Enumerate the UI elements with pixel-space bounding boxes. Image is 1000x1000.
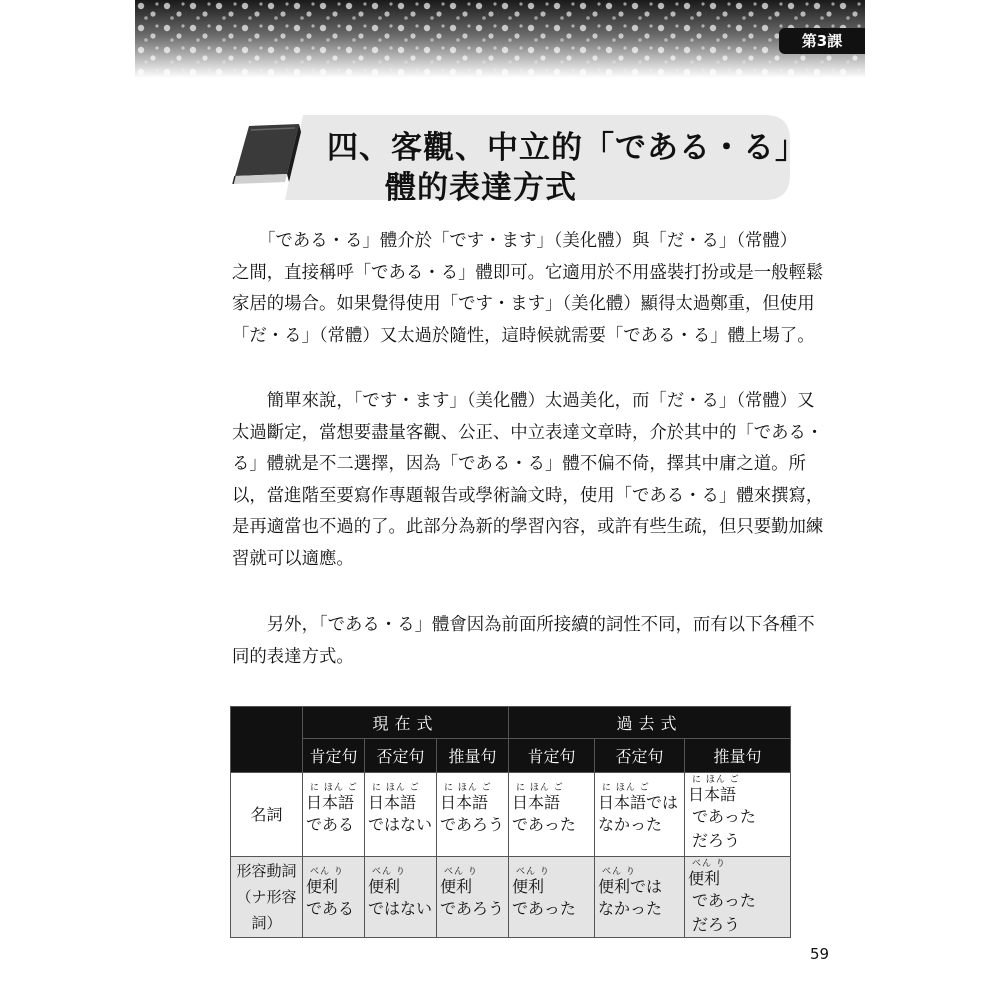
cell-text: だろう	[692, 915, 741, 934]
present-tense-header: 現在式	[303, 707, 509, 739]
paragraph-line: 「だ・る」（常體）又太過於隨性，這時候就需要「である・る」體上場了。	[232, 325, 815, 346]
table-cell	[509, 857, 595, 938]
page-number: 59	[810, 945, 830, 963]
sub-header: 肯定句	[509, 739, 595, 773]
table-cell	[303, 857, 365, 938]
ruby: に ほん ご	[310, 783, 358, 793]
lesson-tab: 第3課	[779, 28, 865, 54]
cell-kanji: 日本語	[512, 793, 561, 812]
cell-kanji: 便利	[440, 877, 473, 896]
section-heading-line-2: 體的表達方式	[385, 170, 577, 206]
ruby: に ほん ご	[692, 775, 740, 785]
conjugation-table	[230, 706, 791, 938]
cell-text: だろう	[692, 831, 741, 850]
cell-kanji: 日本語	[440, 793, 489, 812]
paragraph-3	[232, 610, 815, 673]
table-cell	[685, 773, 791, 857]
ruby: に ほん ご	[372, 783, 420, 793]
row-label	[231, 857, 303, 938]
table-corner-header	[231, 707, 303, 773]
row-label-line: 形容動詞	[236, 862, 297, 880]
table-cell	[437, 857, 509, 938]
table-cell	[595, 857, 685, 938]
cell-text: である	[306, 899, 355, 918]
sub-header: 推量句	[685, 739, 791, 773]
row-label-line: 名詞	[250, 804, 283, 824]
paragraph-line: る」體就是不二選擇，因為「である・る」體不偏不倚，擇其中庸之道。所	[232, 454, 806, 474]
cell-text: ではない	[368, 899, 433, 918]
ruby: に ほん ご	[444, 783, 492, 793]
cell-kanji: 日本語	[368, 793, 417, 812]
cell-text: であった	[692, 807, 756, 826]
sub-header: 否定句	[365, 739, 437, 773]
ruby: べん り	[310, 867, 344, 877]
cell-text: であった	[512, 815, 576, 834]
cell-kanji: 日本語では	[598, 793, 679, 812]
floral-banner	[135, 0, 865, 78]
paragraph-line: 家居的場合。如果覺得使用「です・ます」（美化體）顯得太過鄭重，但使用	[232, 294, 815, 314]
paragraph-line: 以，當進階至要寫作專題報告或學術論文時，使用「である・る」體來撰寫，	[232, 485, 824, 506]
table-cell	[595, 773, 685, 857]
cell-kanji: 便利では	[598, 877, 663, 896]
cell-kanji: 便利	[688, 869, 721, 888]
cell-text: であろう	[440, 899, 505, 918]
sub-header: 肯定句	[303, 739, 365, 773]
cell-text: なかった	[598, 899, 663, 918]
floral-pattern-icon	[135, 0, 865, 78]
table-cell	[365, 773, 437, 857]
ruby: べん り	[516, 867, 550, 877]
paragraph-1	[232, 226, 824, 352]
row-label-line: （ナ形容詞）	[236, 888, 297, 932]
sub-header: 推量句	[437, 739, 509, 773]
cell-text: なかった	[598, 815, 663, 834]
ruby: べん り	[372, 867, 406, 877]
paragraph-line: 「である・る」體介於「です・ます」（美化體）與「だ・る」（常體）	[232, 231, 798, 251]
cell-kanji: 便利	[368, 877, 401, 896]
table-cell	[685, 857, 791, 938]
cell-text: であった	[692, 891, 756, 910]
book-icon	[227, 118, 307, 190]
paragraph-line: 之間，直接稱呼「である・る」體即可。它適用於不用盛裝打扮或是一般輕鬆	[232, 262, 824, 283]
table-cell	[303, 773, 365, 857]
cell-text: であろう	[440, 815, 505, 834]
cell-text: である	[306, 815, 355, 834]
cell-kanji: 日本語	[306, 793, 355, 812]
section-heading-line-1: 四、客觀、中立的「である・る」	[327, 130, 807, 166]
paragraph-line: 同的表達方式。	[232, 646, 354, 667]
paragraph-line: 簡單來說，「です・ます」（美化體）太過美化，而「だ・る」（常體）又	[232, 391, 815, 411]
paragraph-line: 習就可以適應。	[232, 548, 354, 569]
book-page	[135, 0, 865, 1000]
table-row	[231, 773, 791, 857]
cell-kanji: 便利	[512, 877, 545, 896]
past-tense-header: 過去式	[509, 707, 791, 739]
ruby: べん り	[444, 867, 478, 877]
table-row	[231, 857, 791, 938]
table-cell	[365, 857, 437, 938]
ruby: に ほん ご	[602, 783, 650, 793]
paragraph-line: 另外，「である・る」體會因為前面所接續的詞性不同，而有以下各種不	[232, 615, 815, 635]
row-label	[231, 773, 303, 857]
sub-header: 否定句	[595, 739, 685, 773]
paragraph-line: 是再適當也不過的了。此部分為新的學習內容，或許有些生疏，但只要勤加練	[232, 517, 824, 537]
cell-text: ではない	[368, 815, 433, 834]
ruby: べん り	[602, 867, 636, 877]
table-cell	[437, 773, 509, 857]
cell-kanji: 日本語	[688, 785, 737, 804]
paragraph-line: 太過斷定，當想要盡量客觀、公正、中立表達文章時，介於其中的「である・	[232, 422, 824, 443]
table-cell	[509, 773, 595, 857]
ruby: べん り	[692, 859, 726, 869]
ruby: に ほん ご	[516, 783, 564, 793]
cell-text: であった	[512, 899, 576, 918]
cell-kanji: 便利	[306, 877, 339, 896]
paragraph-2	[232, 386, 824, 575]
